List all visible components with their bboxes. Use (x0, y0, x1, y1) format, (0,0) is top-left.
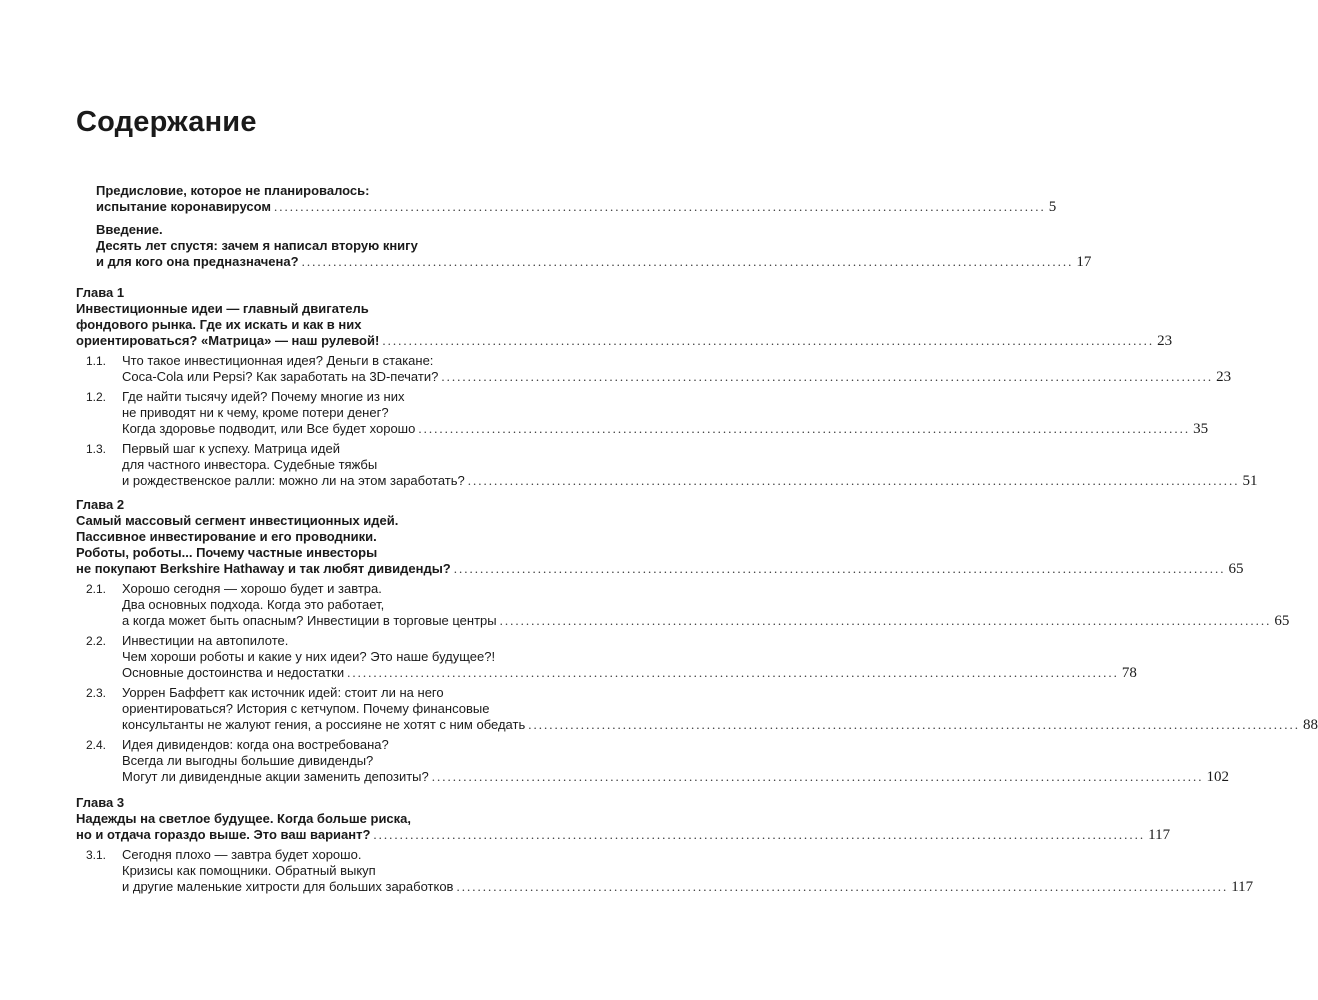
toc-entry-section-line[interactable] (122, 737, 389, 753)
section-number: 2.3. (86, 686, 107, 700)
toc-entry-section-text: консультанты не жалуют гения, а россияне не хотят с ним обедать (122, 717, 526, 732)
page-number: 117 (1231, 879, 1254, 895)
page-number: 78 (1121, 665, 1137, 681)
toc-entry-section-text: Идея дивидендов: когда она востребована? (122, 737, 389, 752)
toc-entry-chapter-3-line[interactable] (76, 811, 411, 827)
toc-entry-section-line[interactable] (122, 581, 382, 597)
toc-entry-chapter-1-line[interactable] (76, 317, 361, 333)
toc-entry-section-text: Что такое инвестиционная идея? Деньги в стакане: (122, 353, 434, 368)
toc-entry-section-line[interactable] (122, 613, 1290, 629)
toc-entry-chapter-2-line[interactable] (76, 529, 377, 545)
section-number: 1.1. (86, 354, 107, 368)
section-number: 1.2. (86, 390, 107, 404)
toc-entry-intro-text: и для кого она предназначена? (96, 254, 299, 269)
toc-entry-section-text: Инвестиции на автопилоте. (122, 633, 289, 648)
section-number: 1.3. (86, 442, 107, 456)
dot-leader: ................................................................................................................................................... (301, 254, 1074, 269)
toc-entry-section-text: Всегда ли выгодны большие дивиденды? (122, 753, 374, 768)
toc-entry-section-line[interactable] (122, 353, 433, 369)
toc-entry-chapter-3-text: но и отдача гораздо выше. Это ваш вариант? (76, 827, 371, 842)
dot-leader: ................................................................................................................................................... (273, 199, 1046, 214)
page-number: 117 (1148, 827, 1171, 843)
toc-entry-section-line[interactable] (122, 753, 373, 769)
toc-entry-chapter-1-line[interactable] (76, 333, 1173, 349)
dot-leader: ................................................................................................................................................... (418, 421, 1191, 436)
toc-entry-section-text: не приводят ни к чему, кроме потери денег? (122, 405, 389, 420)
toc-entry-section-text: Чем хороши роботы и какие у них идеи? Это наше будущее?! (122, 649, 496, 664)
page-number: 23 (1157, 333, 1173, 349)
toc-entry-section-text: Coca-Cola или Pepsi? Как заработать на 3D-печати? (122, 369, 439, 384)
dot-leader: ................................................................................................................................................... (441, 369, 1214, 384)
toc-entry-preface-line[interactable] (96, 199, 1057, 215)
toc-entry-chapter-2-text: не покупают Berkshire Hathaway и так любят дивиденды? (76, 561, 451, 576)
toc-entry-section-text: Сегодня плохо — завтра будет хорошо. (122, 847, 362, 862)
dot-leader: ................................................................................................................................................... (382, 333, 1155, 348)
chapter-label: Глава 1 (76, 285, 125, 300)
toc-entry-section-line[interactable] (122, 847, 361, 863)
toc-entry-section-line[interactable] (122, 473, 1258, 489)
toc-entry-section-line[interactable] (122, 717, 1318, 733)
toc-entry-section-line[interactable] (122, 701, 489, 717)
page-number: 5 (1048, 199, 1057, 215)
page-number: 17 (1076, 254, 1092, 270)
toc-entry-intro-text: Десять лет спустя: зачем я написал вторую книгу (96, 238, 418, 253)
toc-entry-section-line[interactable] (122, 665, 1137, 681)
toc-entry-chapter-1-line[interactable] (76, 301, 369, 317)
dot-leader: ................................................................................................................................................... (499, 613, 1272, 628)
toc-entry-section-line[interactable] (122, 457, 377, 473)
toc-entry-intro-line[interactable] (96, 222, 163, 238)
page-title: Содержание (76, 106, 257, 138)
toc-entry-chapter-3-line[interactable] (76, 827, 1171, 843)
toc-entry-section-text: Два основных подхода. Когда это работает, (122, 597, 385, 612)
toc-entry-section-line[interactable] (122, 421, 1209, 437)
toc-entry-section-text: Где найти тысячу идей? Почему многие из них (122, 389, 405, 404)
toc-entry-section-line[interactable] (122, 597, 384, 613)
page-number: 51 (1242, 473, 1258, 489)
toc-entry-section-text: для частного инвестора. Судебные тяжбы (122, 457, 378, 472)
toc-entry-intro-line[interactable] (96, 254, 1092, 270)
toc-entry-section-line[interactable] (122, 389, 404, 405)
toc-entry-chapter-1-text: ориентироваться? «Матрица» — наш рулевой! (76, 333, 380, 348)
toc-entry-section-text: и рождественское ралли: можно ли на этом заработать? (122, 473, 465, 488)
chapter-label: Глава 2 (76, 497, 125, 512)
toc-entry-chapter-1-text: фондового рынка. Где их искать и как в них (76, 317, 362, 332)
toc-entry-section-line[interactable] (122, 405, 389, 421)
page-number: 102 (1206, 769, 1230, 785)
toc-entry-section-line[interactable] (122, 649, 495, 665)
page-number: 23 (1216, 369, 1232, 385)
section-number: 3.1. (86, 848, 107, 862)
toc-entry-chapter-2-text: Роботы, роботы... Почему частные инвесторы (76, 545, 378, 560)
toc-entry-section-text: Могут ли дивидендные акции заменить депозиты? (122, 769, 429, 784)
toc-entry-section-line[interactable] (122, 769, 1230, 785)
toc-entry-chapter-2-line[interactable] (76, 513, 398, 529)
toc-entry-section-line[interactable] (122, 879, 1254, 895)
section-number: 2.4. (86, 738, 107, 752)
page-number: 65 (1228, 561, 1244, 577)
dot-leader: ................................................................................................................................................... (528, 717, 1300, 732)
dot-leader: ................................................................................................................................................... (347, 665, 1119, 680)
toc-entry-section-text: ориентироваться? История с кетчупом. Почему финансовые (122, 701, 490, 716)
section-number: 2.2. (86, 634, 107, 648)
dot-leader: ................................................................................................................................................... (453, 561, 1226, 576)
toc-entry-chapter-2-text: Самый массовый сегмент инвестиционных идей. (76, 513, 399, 528)
toc-entry-section-text: Первый шаг к успеху. Матрица идей (122, 441, 340, 456)
toc-entry-intro-line[interactable] (96, 238, 418, 254)
toc-entry-section-line[interactable] (122, 863, 376, 879)
page-number: 88 (1302, 717, 1318, 733)
toc-entry-chapter-1-text: Инвестиционные идеи — главный двигатель (76, 301, 369, 316)
dot-leader: ................................................................................................................................................... (373, 827, 1146, 842)
toc-entry-intro-text: Введение. (96, 222, 163, 237)
toc-entry-preface-line[interactable] (96, 183, 369, 199)
dot-leader: ................................................................................................................................................... (456, 879, 1229, 894)
toc-entry-section-text: Уоррен Баффетт как источник идей: стоит ли на него (122, 685, 444, 700)
toc-entry-preface-text: испытание коронавирусом (96, 199, 271, 214)
toc-entry-section-text: Основные достоинства и недостатки (122, 665, 345, 680)
toc-entry-chapter-2-line[interactable] (76, 561, 1244, 577)
section-number: 2.1. (86, 582, 107, 596)
toc-entry-chapter-2-line[interactable] (76, 545, 377, 561)
toc-entry-section-text: а когда может быть опасным? Инвестиции в торговые центры (122, 613, 497, 628)
toc-entry-preface-text: Предисловие, которое не планировалось: (96, 183, 370, 198)
chapter-label: Глава 3 (76, 795, 125, 810)
toc-entry-section-line[interactable] (122, 633, 288, 649)
toc-entry-section-text: Кризисы как помощники. Обратный выкуп (122, 863, 376, 878)
dot-leader: ................................................................................................................................................... (431, 769, 1204, 784)
dot-leader: ................................................................................................................................................... (467, 473, 1240, 488)
toc-entry-section-text: и другие маленькие хитрости для больших заработков (122, 879, 454, 894)
toc-entry-section-line[interactable] (122, 685, 444, 701)
toc-entry-section-line[interactable] (122, 369, 1232, 385)
toc-entry-chapter-3-text: Надежды на светлое будущее. Когда больше риска, (76, 811, 412, 826)
page-number: 35 (1193, 421, 1209, 437)
toc-entry-section-line[interactable] (122, 441, 340, 457)
toc-entry-chapter-2-text: Пассивное инвестирование и его проводники. (76, 529, 377, 544)
toc-entry-section-text: Когда здоровье подводит, или Все будет хорошо (122, 421, 416, 436)
page-number: 65 (1274, 613, 1290, 629)
toc-entry-section-text: Хорошо сегодня — хорошо будет и завтра. (122, 581, 382, 596)
